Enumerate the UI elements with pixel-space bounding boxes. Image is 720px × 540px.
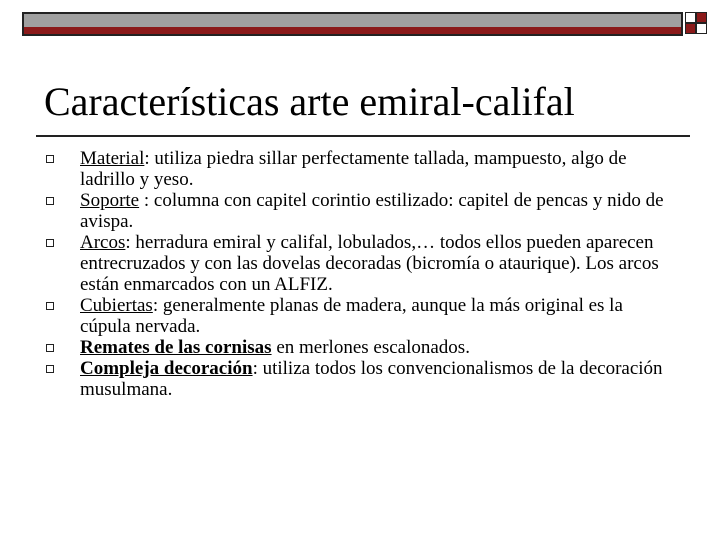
- hollow-square-bullet-icon: [46, 365, 54, 373]
- header-gray-band: [24, 14, 681, 27]
- list-item: [44, 232, 674, 295]
- bullet-text: en merlones escalonados.: [271, 337, 470, 358]
- bullet-text: : utiliza piedra sillar perfectamente tallada, mampuesto, algo de ladrillo y yeso.: [80, 148, 627, 190]
- hollow-square-bullet-icon: [46, 155, 54, 163]
- bullet-text: : utiliza todos los convencionalismos de la decoración musulmana.: [80, 358, 663, 400]
- square-white: [685, 12, 696, 23]
- hollow-square-bullet-icon: [46, 239, 54, 247]
- bullet-text: : generalmente planas de madera, aunque la más original es la cúpula nervada.: [80, 295, 623, 337]
- square-red: [696, 12, 707, 23]
- list-item: [44, 337, 674, 358]
- corner-squares-decor: [685, 12, 709, 36]
- bullet-text: : herradura emiral y califal, lobulados,… todos ellos pueden aparecen entrecruzados y con las dovelas decoradas (bicromía o ataurique). Los arcos están enmarcados con un ALFIZ.: [80, 232, 659, 295]
- bullet-term: Remates de las cornisas: [80, 337, 272, 358]
- list-item: [44, 295, 674, 337]
- hollow-square-bullet-icon: [46, 302, 54, 310]
- square-red: [685, 23, 696, 34]
- hollow-square-bullet-icon: [46, 344, 54, 352]
- bullet-term: Soporte: [80, 190, 140, 211]
- bullet-list: [44, 148, 674, 400]
- list-item: [44, 190, 674, 232]
- square-white: [696, 23, 707, 34]
- header-decor-bar: [22, 12, 683, 36]
- list-item: [44, 358, 674, 400]
- hollow-square-bullet-icon: [46, 197, 54, 205]
- title-divider: [36, 135, 690, 137]
- bullet-term: Material: [80, 148, 145, 169]
- list-item: [44, 148, 674, 190]
- header-red-band: [24, 27, 681, 34]
- bullet-text: : columna con capitel corintio estilizado: capitel de pencas y nido de avispa.: [80, 190, 664, 232]
- bullet-term: Cubiertas: [80, 295, 153, 316]
- slide-title: Características arte emiral-califal: [44, 79, 575, 124]
- bullet-term: Arcos: [80, 232, 126, 253]
- bullet-term: Compleja decoración: [80, 358, 253, 379]
